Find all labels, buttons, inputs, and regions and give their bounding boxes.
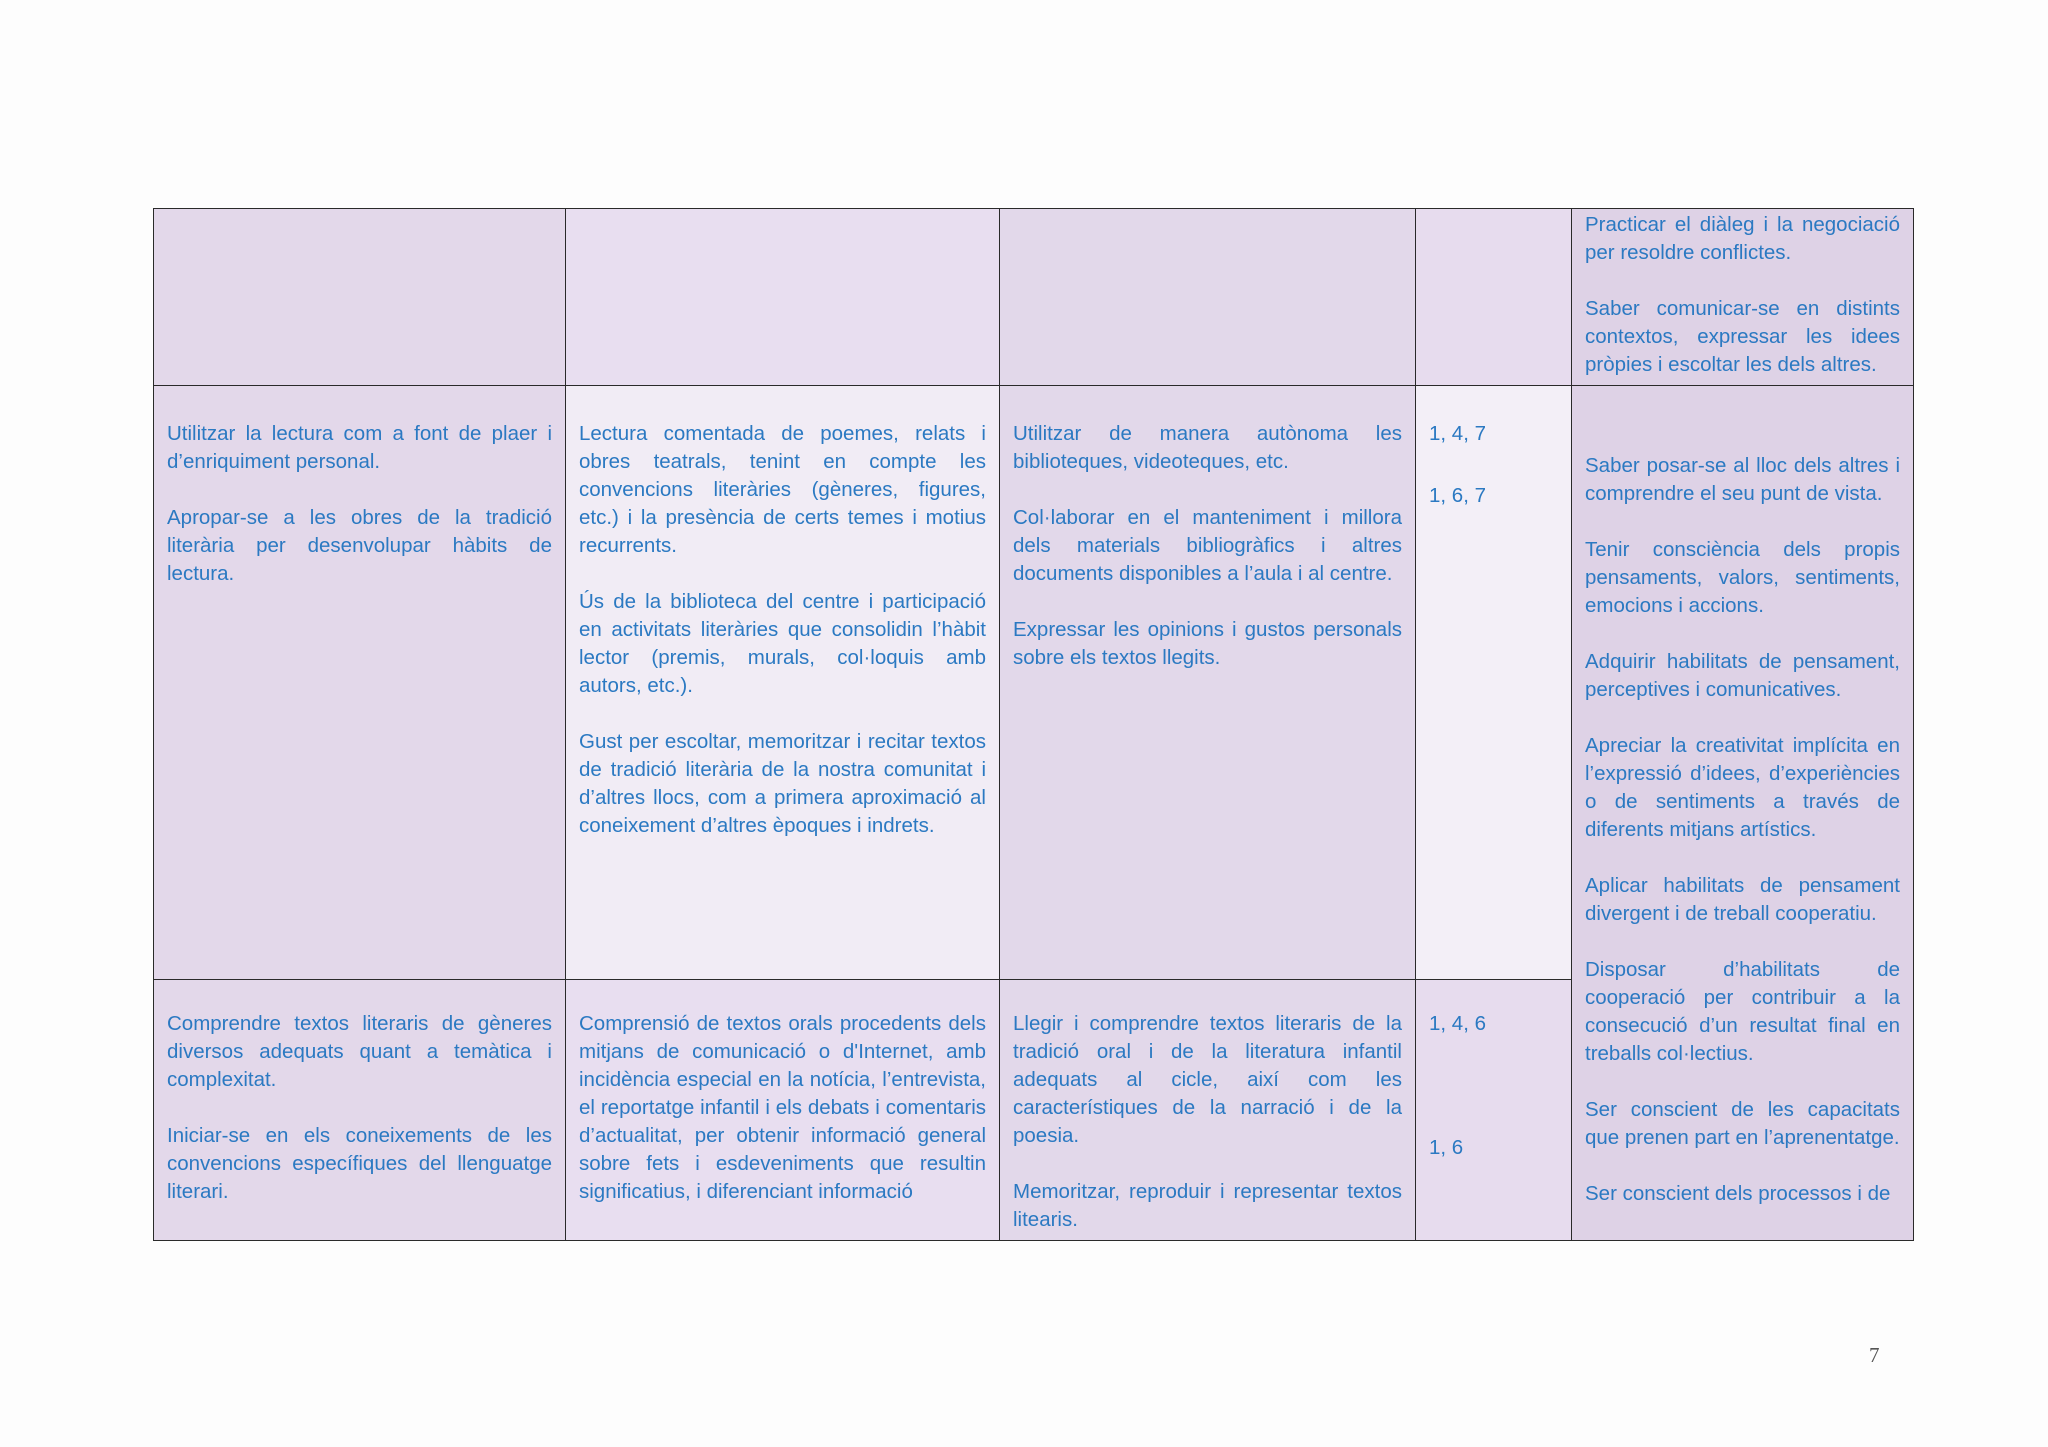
row3-competences-cell [1416, 980, 1572, 1241]
attitude-text: Tenir consciència dels propis pensaments, valors, sentiments, emocions i accions. [1585, 538, 1900, 617]
row3-objectives-cell [154, 980, 566, 1241]
content-text: Gust per escoltar, memoritzar i recitar textos de tradició literària de la nostra comunitat i d’altres llocs, com a primera aproximació al coneixement d’altres èpoques i indrets. [579, 730, 986, 837]
row2-contents-cell [566, 386, 1000, 980]
row2-objectives-cell [154, 386, 566, 980]
row1-col4-cell [1416, 209, 1572, 386]
content-text: Ús de la biblioteca del centre i participació en activitats literàries que consolidin l’hàbit lector (premis, murals, col·loquis amb autors, etc.). [579, 590, 986, 697]
row1-col1-cell [154, 209, 566, 386]
row2-criteria-cell [1000, 386, 1416, 980]
page-number: 7 [1869, 1343, 1880, 1367]
attitude-text: Aplicar habilitats de pensament divergent i de treball cooperatiu. [1585, 874, 1900, 925]
row3-contents-cell [566, 980, 1000, 1241]
competence-numbers: 1, 4, 6 [1429, 1012, 1486, 1035]
attitude-text: Saber posar-se al lloc dels altres i comprendre el seu punt de vista. [1585, 454, 1900, 505]
attitude-text: Practicar el diàleg i la negociació per resoldre conflictes. [1585, 213, 1900, 264]
table-row [154, 209, 1914, 386]
objective-text: Iniciar-se en els coneixements de les convencions específiques del llenguatge literari. [167, 1124, 552, 1203]
objective-text: Utilitzar la lectura com a font de plaer i d’enriquiment personal. [167, 422, 552, 473]
competence-numbers: 1, 6 [1429, 1136, 1464, 1159]
attitude-text: Saber comunicar-se en distints contextos, expressar les idees pròpies i escoltar les dels altres. [1585, 297, 1900, 376]
row3-criteria-cell [1000, 980, 1416, 1241]
competence-numbers: 1, 4, 7 [1429, 422, 1486, 445]
attitude-text: Apreciar la creativitat implícita en l’expressió d’idees, d’experiències o de sentiments a través de diferents mitjans artístics. [1585, 734, 1900, 841]
criteria-text: Col·laborar en el manteniment i millora dels materials bibliogràfics i altres documents disponibles a l’aula i al centre. [1013, 506, 1402, 585]
criteria-text: Utilitzar de manera autònoma les biblioteques, videoteques, etc. [1013, 422, 1402, 473]
curriculum-table [153, 208, 1914, 1241]
objective-text: Apropar-se a les obres de la tradició literària per desenvolupar hàbits de lectura. [167, 506, 552, 585]
competence-numbers: 1, 6, 7 [1429, 484, 1486, 507]
criteria-text: Llegir i comprendre textos literaris de la tradició oral i de la literatura infantil adequats al cicle, així com les característiques de la narració i de la poesia. [1013, 1012, 1402, 1147]
row1-col3-cell [1000, 209, 1416, 386]
objective-text: Comprendre textos literaris de gèneres diversos adequats quant a temàtica i complexitat. [167, 1012, 552, 1091]
content-text: Comprensió de textos orals procedents dels mitjans de comunicació o d'Internet, amb incidència especial en la notícia, l’entrevista, el reportatge infantil i els debats i comentaris d’actualitat, per obtenir informació general sobre fets i esdeveniments que resultin significatius, i diferenciant informació [579, 1012, 986, 1203]
table-row [154, 386, 1914, 980]
row2-competences-cell [1416, 386, 1572, 980]
content-text: Lectura comentada de poemes, relats i obres teatrals, tenint en compte les convencions literàries (gèneres, figures, etc.) i la presència de certs temes i motius recurrents. [579, 422, 986, 557]
criteria-text: Expressar les opinions i gustos personals sobre els textos llegits. [1013, 618, 1402, 669]
attitude-text: Disposar d’habilitats de cooperació per contribuir a la consecució d’un resultat final en treballs col·lectius. [1585, 958, 1900, 1065]
attitude-text: Ser conscient de les capacitats que prenen part en l’aprenentatge. [1585, 1098, 1900, 1149]
attitude-text: Ser conscient dels processos i de [1585, 1182, 1891, 1205]
row1-col2-cell [566, 209, 1000, 386]
criteria-text: Memoritzar, reproduir i representar textos litearis. [1013, 1180, 1402, 1231]
row2-attitudes-cell [1572, 386, 1914, 1241]
attitude-text: Adquirir habilitats de pensament, perceptives i comunicatives. [1585, 650, 1900, 701]
row1-col5-cell [1572, 209, 1914, 386]
